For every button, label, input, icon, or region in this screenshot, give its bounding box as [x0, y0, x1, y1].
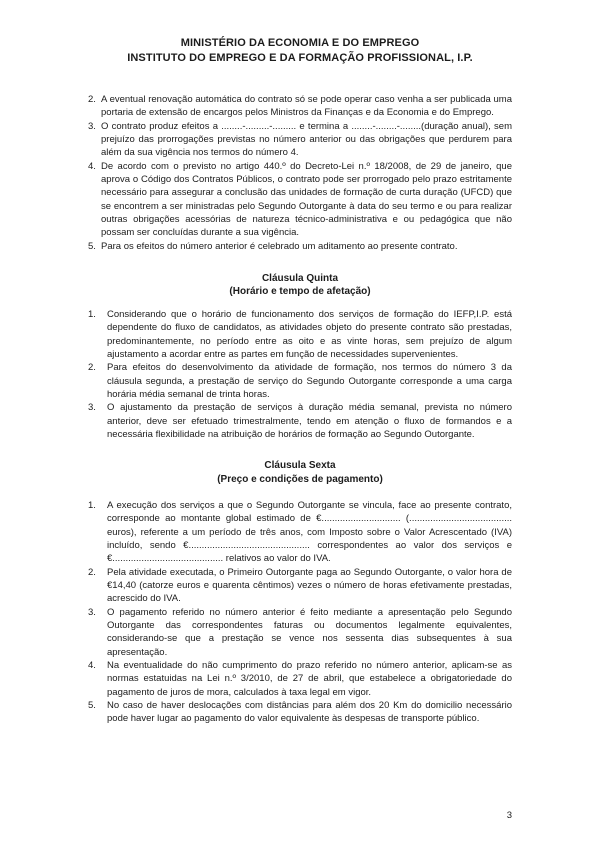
clause-quinta-heading — [88, 272, 512, 299]
list-item — [88, 160, 512, 240]
clause-sexta-list — [88, 499, 512, 726]
list-item-number: 5. — [88, 240, 96, 252]
clause-subtitle: (Preço e condições de pagamento) — [217, 473, 383, 485]
list-item-text: A execução dos serviços a que o Segundo Outorgante se vincula, face ao presente contrato, corresponde ao montante global estimado de €.............................. (....................................... euros), referente a um período de três anos, com Imposto sobre o Valor Acrescentado (IVA) incluído, sendo €.............................................. correspondentes ao valor dos serviços e €.......................................... relativos ao valor do IVA. — [107, 499, 512, 565]
list-item-text: A eventual renovação automática do contrato só se pode operar caso venha a ser publicada uma portaria de extensão de encargos pelos Ministros da Finanças e da Economia e do Emprego. — [101, 94, 512, 119]
list-item — [88, 566, 512, 606]
list-item-text: O ajustamento da prestação de serviços à duração média semanal, prevista no número anterior, deve ser efetuado trimestralmente, tendo em atenção o fluxo de formandos e a necessária flexibilidade na atribuição de horários de formação ao Segundo Outorgante. — [107, 402, 512, 440]
list-item-number: 3. — [88, 120, 96, 132]
list-item-text: Na eventualidade do não cumprimento do prazo referido no número anterior, aplicam-se as normas estatuidas na Lei n.º 3/2010, de 27 de abril, que estabelece a obrigatoriedade do pagamento de juros de mora, calculados à taxa legal em vigor. — [107, 660, 512, 698]
clause-subtitle: (Horário e tempo de afetação) — [229, 286, 371, 298]
list-item-number: 2. — [88, 566, 96, 578]
list-item — [88, 308, 512, 361]
list-item-number: 1. — [88, 308, 96, 320]
list-item-number: 5. — [88, 700, 96, 712]
list-item — [88, 361, 512, 401]
list-item-text: Considerando que o horário de funcionamento dos serviços de formação do IEFP,I.P. está dependente do fluxo de candidatos, as atividades objeto do presente contrato são prestadas, predominantemente, no período entre as oito e as vinte horas, sem prejuízo de algum ajustamento a acordar entre as partes em função de necessidades supervenientes. — [107, 308, 512, 360]
list-item-number: 3. — [88, 402, 96, 414]
list-item-number: 2. — [88, 362, 96, 374]
list-item — [88, 699, 512, 726]
list-item-number: 4. — [88, 160, 96, 172]
list-item — [88, 606, 512, 659]
list-item-text: Para os efeitos do número anterior é celebrado um aditamento ao presente contrato. — [101, 240, 458, 252]
header-institute-line: INSTITUTO DO EMPREGO E DA FORMAÇÃO PROFISSIONAL, I.P. — [127, 51, 473, 64]
list-item-number: 4. — [88, 660, 96, 672]
list-item-text: Para efeitos do desenvolvimento da atividade de formação, nos termos do número 3 da cláusula segunda, a prestação de serviço do Segundo Outorgante corresponde a uma carga horária média semanal de trinta horas. — [107, 362, 512, 400]
list-item — [88, 240, 512, 253]
list-item-number: 2. — [88, 94, 96, 105]
clause-title: Cláusula Sexta — [264, 460, 336, 472]
list-item-text: O contrato produz efeitos a ........-.........-......... e termina a ........-........-........(duração anual), sem prejuízo das prorrogações previstas no número anterior ou das obrigações que perdurem para além da sua vigência nos termos do número 4. — [101, 120, 512, 159]
page-number: 3 — [506, 810, 512, 821]
list-item-number: 3. — [88, 606, 96, 618]
list-item — [88, 499, 512, 566]
list-item-text: De acordo com o previsto no artigo 440.º do Decreto-Lei n.º 18/2008, de 29 de janeiro, que aprova o Código dos Contratos Públicos, o contrato pode ser prorrogado pelo prazo estritamente necessário para assegurar a conclusão das unidades de formação de curta duração (UFCD) que se encontrem a ser ministradas pelo Segundo Outorgante à data do seu termo e ou para realizar outras obrigações acessórias de natureza técnico-administrativa e ou pedagógica que não possam ser concluídas durante a sua vigência. — [101, 160, 512, 239]
list-item-number: 1. — [88, 499, 96, 511]
clause-sexta-heading — [88, 459, 512, 486]
header-ministry-line: MINISTÉRIO DA ECONOMIA E DO EMPREGO — [180, 37, 420, 49]
intro-numbered-list — [88, 93, 512, 253]
list-item-text: Pela atividade executada, o Primeiro Outorgante paga ao Segundo Outorgante, o valor hora de €14,40 (catorze euros e quarenta cêntimos) vezes o número de horas efetivamente prestadas, acrescido do IVA. — [107, 566, 512, 605]
list-item — [88, 93, 512, 120]
list-item — [88, 659, 512, 699]
list-item — [88, 401, 512, 441]
list-item-text: No caso de haver deslocações com distâncias para além dos 20 Km do domicilio necessário pode haver lugar ao pagamento do valor equivalente às despesas de transporte público. — [107, 700, 512, 725]
list-item-text: O pagamento referido no número anterior é feito mediante a apresentação pelo Segundo Outorgante das correspondentes faturas ou documentos legalmente equivalentes, considerando-se que a prestação se vence nos sessenta dias subsequentes à sua apresentação. — [107, 606, 512, 658]
clause-quinta-list — [88, 308, 512, 441]
clause-title: Cláusula Quinta — [261, 273, 339, 285]
document-header — [88, 0, 512, 65]
list-item — [88, 120, 512, 160]
